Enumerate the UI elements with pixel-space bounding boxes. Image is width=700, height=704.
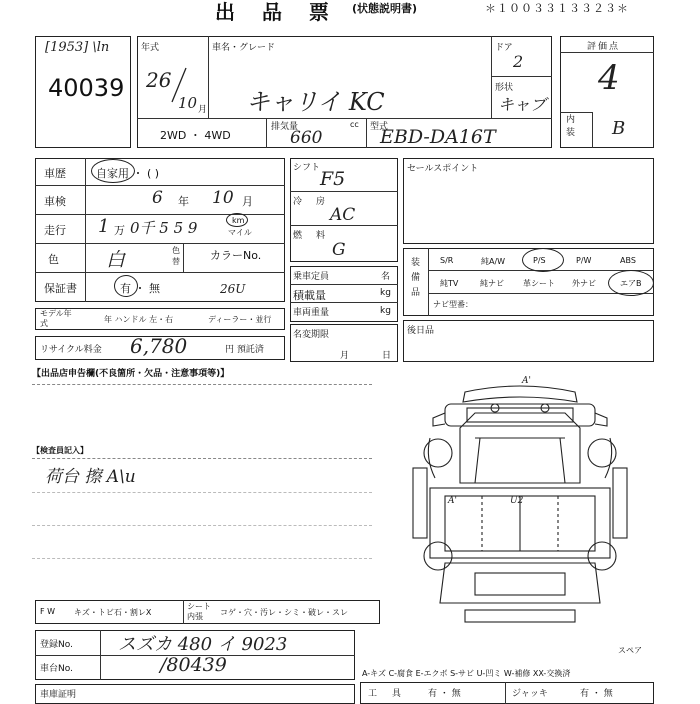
inspection-year-unit: 年 xyxy=(178,195,189,208)
warranty-label: 保証書 xyxy=(44,282,77,295)
equip-navi: 純ナビ xyxy=(480,279,504,288)
capacity-label: 乗車定員 xyxy=(293,272,330,282)
load-unit: kg xyxy=(380,288,391,298)
damage-mark-front: A' xyxy=(522,376,531,386)
garage-row xyxy=(35,684,355,704)
interior-score: B xyxy=(612,118,626,139)
mile-unit: マイル xyxy=(228,228,252,237)
mileage-rest: 0千 5 5 9 xyxy=(130,219,198,237)
usage-circle-mark xyxy=(91,159,135,183)
month-unit: 月 xyxy=(198,105,208,115)
load-label: 積載量 xyxy=(293,289,326,302)
fw-label: F W xyxy=(40,607,56,616)
year-label: 年式 xyxy=(141,43,160,53)
damage-mark-left: A' xyxy=(448,496,457,506)
inspection-month: 10 xyxy=(212,188,234,208)
recycle-unit: 円 預託済 xyxy=(225,345,264,355)
inspection-label: 車検 xyxy=(44,195,66,208)
color-change-label: 色替 xyxy=(172,246,180,266)
jack-options: 有 ・ 無 xyxy=(580,689,613,699)
inspection-year: 6 xyxy=(152,188,163,208)
equip-aw: 純A/W xyxy=(481,257,506,266)
ps-circle-mark xyxy=(522,248,564,272)
cooler-value: AC xyxy=(330,205,356,225)
dealer-options: ディーラー・並行 xyxy=(208,315,272,324)
tools-options: 有 ・ 無 xyxy=(428,689,461,699)
chassis-value: /80439 xyxy=(160,654,227,676)
lot-tag: [1953] \ln xyxy=(45,40,110,55)
warranty-options: 有 ・ 無 xyxy=(120,282,160,295)
shape-label: 形状 xyxy=(495,83,514,93)
vehicle-damage-diagram xyxy=(405,378,635,648)
color-no-label: カラーNo. xyxy=(210,249,262,262)
drive-options: 2WD ・ 4WD xyxy=(160,129,231,142)
deadline-month: 月 xyxy=(340,351,350,361)
color-no-value: 26U xyxy=(220,282,246,296)
report-label: 【出品店申告欄(不良箇所・欠品・注意事項等)】 xyxy=(32,369,230,379)
car-name: キャリイ KC xyxy=(246,88,385,116)
mileage-man-unit: 万 xyxy=(114,224,125,237)
equip-tv: 純TV xyxy=(440,279,459,288)
reg-value: スズカ 480 イ 9023 xyxy=(118,634,288,655)
recycle-amount: 6,780 xyxy=(130,334,188,358)
reg-label: 登録No. xyxy=(40,640,73,650)
selling-points-label: セールスポイント xyxy=(407,164,479,174)
model-label: 型式 xyxy=(370,122,389,132)
airbag-circle-mark xyxy=(608,270,654,296)
seat-label: シート内張 xyxy=(187,602,211,621)
deadline-day: 日 xyxy=(382,351,392,361)
model-year-label: モデル年式 xyxy=(40,309,72,328)
deadline-label: 名変期限 xyxy=(293,330,330,340)
month-value: 10 xyxy=(178,94,198,112)
name-label: 車名・グレード xyxy=(212,43,276,53)
mileage-label: 走行 xyxy=(44,224,66,237)
tools-label: 工 具 xyxy=(368,689,407,699)
shape-value: キャブ xyxy=(498,95,547,114)
cc-unit: cc xyxy=(350,120,359,129)
rating-score: 4 xyxy=(598,58,620,98)
fuel-value: G xyxy=(332,240,346,260)
year-value: 26 xyxy=(146,68,172,92)
mileage-man: 1 xyxy=(98,216,110,237)
later-items-box xyxy=(403,320,654,362)
recycle-label: リサイクル料金 xyxy=(40,345,102,355)
inspector-label: 【検査員記入】 xyxy=(32,446,88,455)
capacity-unit: 名 xyxy=(381,272,391,282)
equip-sr: S/R xyxy=(440,256,454,265)
damage-mark-mid: U2 xyxy=(510,496,524,506)
equip-airbag: エアB xyxy=(620,279,642,288)
equip-ps: P/S xyxy=(533,256,546,265)
form-subtitle: (状態説明書) xyxy=(352,2,418,15)
spare-label: スペア xyxy=(618,646,642,655)
weight-unit: kg xyxy=(380,306,391,316)
cooler-label: 冷房 xyxy=(293,197,340,207)
model-value: EBD-DA16T xyxy=(380,126,496,148)
usage-options: 自家用 ・ ( ) xyxy=(96,167,160,180)
navi-model-label: ナビ型番： xyxy=(433,300,473,309)
serial-number: ＊１００３３１３３２３＊ xyxy=(485,2,629,15)
equip-leather: 革シート xyxy=(523,279,555,288)
color-label: 色 xyxy=(48,253,59,266)
interior-label: 内装 xyxy=(566,115,576,138)
seat-items: コゲ・穴・汚レ・シミ・破レ・スレ xyxy=(220,608,348,617)
displacement-label: 排気量 xyxy=(271,122,299,132)
damage-legend: A-キズ C-腐食 E-エクボ S-サビ U-凹ミ W-補修 XX-交換済 xyxy=(362,669,571,678)
usage-label: 車歴 xyxy=(44,167,66,180)
equip-pw: P/W xyxy=(576,256,592,265)
warranty-circle-mark xyxy=(114,275,138,297)
fuel-label: 燃料 xyxy=(293,231,340,241)
doors-value: 2 xyxy=(513,52,524,71)
chassis-label: 車台No. xyxy=(40,664,73,674)
color-value: 白 xyxy=(106,249,126,271)
fw-items: キズ・トビ石・割レX xyxy=(74,608,152,617)
lot-number: 40039 xyxy=(48,74,125,102)
inspector-note: 荷台 擦 A\u xyxy=(45,467,136,487)
handle-options: 年 ハンドル 左・右 xyxy=(104,315,174,324)
shift-value: F5 xyxy=(320,168,346,190)
displacement-value: 660 xyxy=(290,128,323,148)
shift-label: シフト xyxy=(293,163,321,173)
equipment-label: 装備品 xyxy=(411,258,421,298)
rating-label: 評価点 xyxy=(587,42,621,52)
garage-label: 車庫証明 xyxy=(40,690,77,700)
km-unit: km xyxy=(232,216,245,225)
doors-label: ドア xyxy=(495,43,513,53)
equip-ext-navi: 外ナビ xyxy=(572,279,596,288)
equip-abs: ABS xyxy=(620,256,636,265)
weight-label: 車両重量 xyxy=(293,308,330,318)
jack-label: ジャッキ xyxy=(512,689,548,699)
form-title: 出 品 票 xyxy=(215,0,339,24)
km-circle-mark xyxy=(226,213,248,227)
later-items-label: 後日品 xyxy=(407,326,435,336)
inspection-month-unit: 月 xyxy=(242,195,253,208)
